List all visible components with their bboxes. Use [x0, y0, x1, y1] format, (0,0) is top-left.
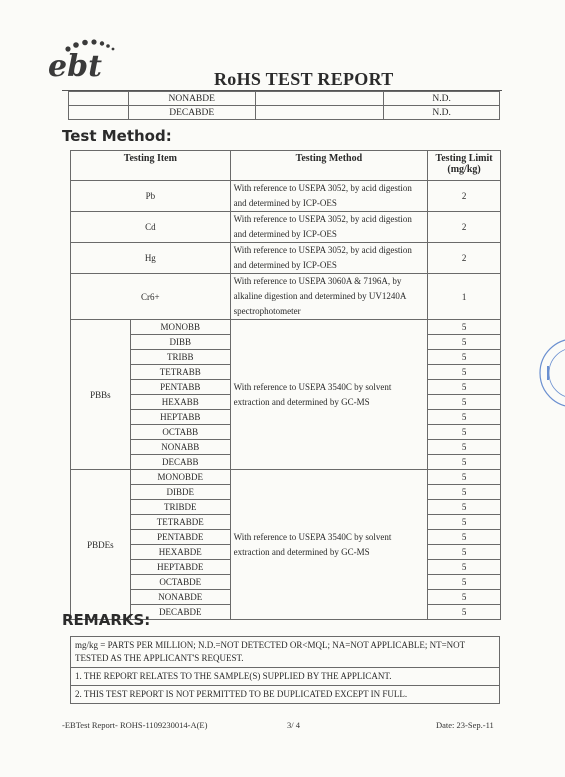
remark-line: 1. THE REPORT RELATES TO THE SAMPLE(S) SUPPLIED BY THE APPLICANT.	[71, 668, 500, 686]
testing-limit-cell: 5	[428, 575, 501, 590]
table-row	[69, 106, 500, 120]
remark-line: 2. THIS TEST REPORT IS NOT PERMITTED TO BE DUPLICATED EXCEPT IN FULL.	[71, 686, 500, 704]
group-name-cell: PBDEs	[71, 470, 131, 620]
testing-method-cell: With reference to USEPA 3540C by solvent extraction and determined by GC-MS	[230, 320, 427, 470]
footer-page-number: 3/ 4	[287, 720, 300, 730]
footer-report-number: -EBTest Report- ROHS-1109230014-A(E)	[62, 720, 208, 730]
table-row	[69, 92, 500, 106]
previous-results-table	[68, 91, 500, 120]
substance-cell: HEPTABDE	[130, 560, 230, 575]
test-method-table	[70, 150, 501, 620]
testing-limit-cell: 5	[428, 530, 501, 545]
testing-limit-cell: 5	[428, 440, 501, 455]
testing-method-cell: With reference to USEPA 3052, by acid digestion and determined by ICP-OES	[230, 243, 427, 274]
substance-cell: MONOBDE	[130, 470, 230, 485]
substance-cell: NONABDE	[130, 590, 230, 605]
testing-limit-cell: 5	[428, 380, 501, 395]
result-cell: N.D.	[384, 106, 500, 120]
substance-cell: TRIBDE	[130, 500, 230, 515]
item-cell: DECABDE	[128, 106, 255, 120]
substance-cell: MONOBB	[130, 320, 230, 335]
testing-limit-cell: 5	[428, 350, 501, 365]
testing-limit-cell: 5	[428, 395, 501, 410]
testing-limit-cell: 2	[428, 181, 501, 212]
substance-cell: TETRABDE	[130, 515, 230, 530]
substance-cell: DECABDE	[130, 605, 230, 620]
testing-limit-cell: 5	[428, 605, 501, 620]
result-cell: N.D.	[384, 92, 500, 106]
testing-limit-cell: 5	[428, 410, 501, 425]
blank-cell	[69, 106, 129, 120]
footer-date: Date: 23-Sep.-11	[436, 720, 494, 730]
table-row	[71, 320, 501, 335]
table-row	[71, 274, 501, 320]
group-name-cell: PBBs	[71, 320, 131, 470]
testing-limit-cell: 5	[428, 335, 501, 350]
blank-cell	[255, 92, 384, 106]
stamp-seal-icon	[538, 318, 565, 428]
testing-item-cell: Cr6+	[71, 274, 231, 320]
substance-cell: HEXABB	[130, 395, 230, 410]
testing-item-cell: Cd	[71, 212, 231, 243]
testing-limit-cell: 5	[428, 320, 501, 335]
substance-cell: OCTABDE	[130, 575, 230, 590]
substance-cell: TETRABB	[130, 365, 230, 380]
testing-limit-cell: 5	[428, 485, 501, 500]
col-header-testing-method: Testing Method	[230, 151, 427, 181]
substance-cell: HEXABDE	[130, 545, 230, 560]
blank-cell	[69, 92, 129, 106]
substance-cell: OCTABB	[130, 425, 230, 440]
logo-text: ebt	[48, 49, 102, 82]
substance-cell: HEPTABB	[130, 410, 230, 425]
testing-limit-cell: 5	[428, 425, 501, 440]
testing-limit-cell: 5	[428, 365, 501, 380]
testing-limit-cell: 5	[428, 470, 501, 485]
substance-cell: PENTABDE	[130, 530, 230, 545]
report-title: RoHS TEST REPORT	[214, 69, 394, 89]
testing-limit-cell: 5	[428, 590, 501, 605]
testing-limit-cell: 2	[428, 243, 501, 274]
table-row	[71, 212, 501, 243]
testing-limit-cell: 2	[428, 212, 501, 243]
testing-method-cell: With reference to USEPA 3052, by acid digestion and determined by ICP-OES	[230, 212, 427, 243]
testing-limit-cell: 5	[428, 455, 501, 470]
substance-cell: DECABB	[130, 455, 230, 470]
remarks-table	[70, 636, 500, 704]
testing-item-cell: Pb	[71, 181, 231, 212]
testing-method-cell: With reference to USEPA 3540C by solvent extraction and determined by GC-MS	[230, 470, 427, 620]
testing-item-cell: Hg	[71, 243, 231, 274]
substance-cell: PENTABB	[130, 380, 230, 395]
testing-limit-cell: 1	[428, 274, 501, 320]
substance-cell: DIBB	[130, 335, 230, 350]
testing-limit-cell: 5	[428, 545, 501, 560]
col-header-testing-item: Testing Item	[71, 151, 231, 181]
substance-cell: DIBDE	[130, 485, 230, 500]
col-header-testing-limit: Testing Limit (mg/kg)	[428, 151, 501, 181]
substance-cell: TRIBB	[130, 350, 230, 365]
table-row	[71, 243, 501, 274]
substance-cell: NONABB	[130, 440, 230, 455]
blank-cell	[255, 106, 384, 120]
item-cell: NONABDE	[128, 92, 255, 106]
remarks-heading: REMARKS:	[62, 611, 151, 629]
ebt-logo	[46, 38, 146, 82]
testing-method-cell: With reference to USEPA 3052, by acid digestion and determined by ICP-OES	[230, 181, 427, 212]
table-row	[71, 181, 501, 212]
testing-limit-cell: 5	[428, 500, 501, 515]
table-row	[71, 470, 501, 485]
test-method-heading: Test Method:	[62, 127, 172, 145]
testing-limit-cell: 5	[428, 515, 501, 530]
remark-line: mg/kg = PARTS PER MILLION; N.D.=NOT DETECTED OR<MQL; NA=NOT APPLICABLE; NT=NOT TESTED AS THE APPLICANT'S REQUEST.	[71, 637, 500, 668]
testing-method-cell: With reference to USEPA 3060A & 7196A, by alkaline digestion and determined by UV1240A spectrophotometer	[230, 274, 427, 320]
testing-limit-cell: 5	[428, 560, 501, 575]
